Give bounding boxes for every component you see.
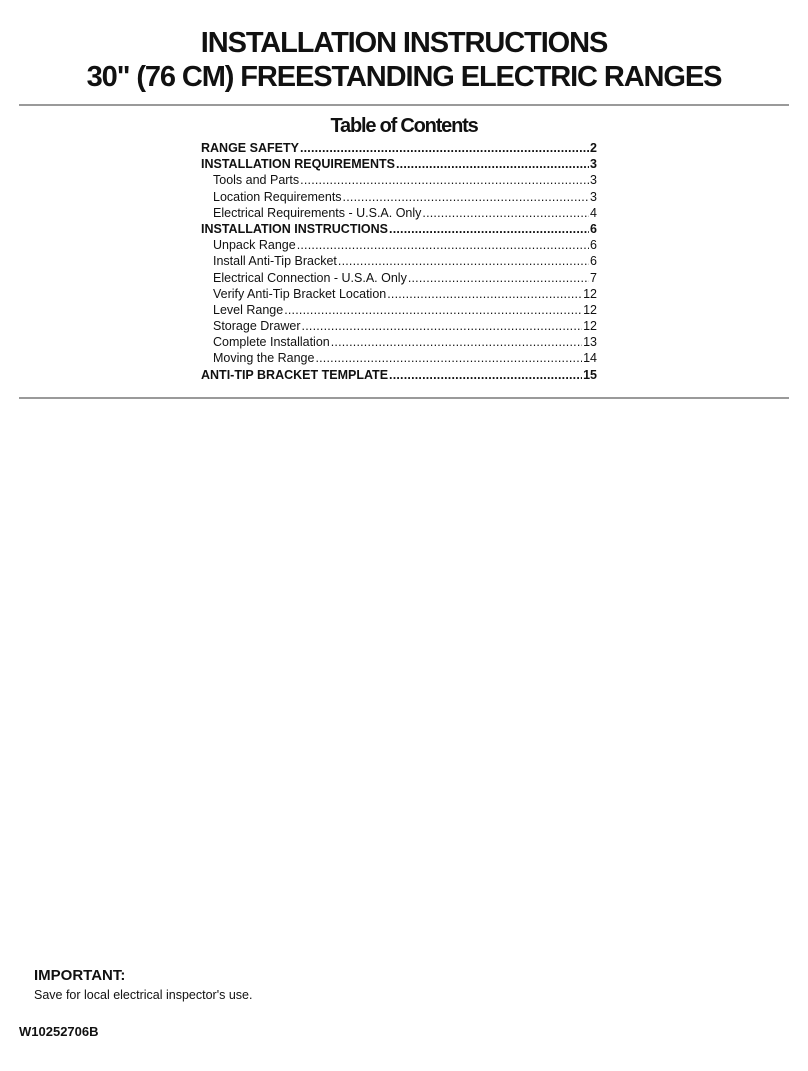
important-notice-text: Save for local electrical inspector's use. — [34, 988, 253, 1002]
toc-entry-page: 13 — [583, 335, 597, 350]
dot-leader — [408, 270, 589, 286]
top-divider — [19, 104, 789, 106]
toc-entry-page: 14 — [583, 351, 597, 366]
dot-leader — [389, 367, 582, 383]
toc-entry-location-requirements[interactable] — [201, 189, 597, 205]
toc-entry-level-range[interactable] — [201, 302, 597, 318]
toc-entry-label: Complete Installation — [213, 335, 330, 350]
dot-leader — [331, 334, 582, 350]
toc-heading: Table of Contents — [330, 115, 478, 137]
toc-entry-label: Location Requirements — [213, 189, 342, 204]
toc-entry-verify-anti-tip-bracket[interactable] — [201, 286, 597, 302]
toc-entry-label: INSTALLATION REQUIREMENTS — [201, 157, 395, 172]
toc-entry-page: 6 — [590, 254, 597, 269]
toc-entry-page: 15 — [583, 367, 597, 382]
toc-entry-moving-the-range[interactable] — [201, 350, 597, 366]
toc-entry-label: Tools and Parts — [213, 173, 300, 188]
toc-entry-tools-and-parts[interactable] — [201, 172, 597, 188]
toc-entry-label: Electrical Connection - U.S.A. Only — [213, 270, 407, 285]
toc-entry-label: Level Range — [213, 302, 284, 317]
toc-entry-label: Storage Drawer — [213, 319, 301, 334]
toc-entry-installation-instructions[interactable] — [201, 221, 597, 237]
toc-entry-anti-tip-bracket-template[interactable] — [201, 367, 597, 383]
toc-entry-storage-drawer[interactable] — [201, 318, 597, 334]
toc-entry-electrical-requirements[interactable] — [201, 205, 597, 221]
toc-entry-electrical-connection[interactable] — [201, 270, 597, 286]
toc-entry-install-anti-tip-bracket[interactable] — [201, 253, 597, 269]
toc-entry-label: INSTALLATION INSTRUCTIONS — [201, 221, 389, 236]
important-notice-title: IMPORTANT: — [34, 967, 126, 984]
toc-entry-label: ANTI-TIP BRACKET TEMPLATE — [201, 367, 389, 382]
document-title-line-2: 30" (76 CM) FREESTANDING ELECTRIC RANGES — [86, 61, 722, 93]
dot-leader — [422, 205, 589, 221]
toc-entry-unpack-range[interactable] — [201, 237, 597, 253]
toc-entry-page: 6 — [590, 221, 597, 236]
toc-entry-page: 7 — [590, 270, 597, 285]
dot-leader — [315, 350, 582, 366]
toc-entry-complete-installation[interactable] — [201, 334, 597, 350]
toc-entry-page: 3 — [590, 173, 597, 188]
dot-leader — [300, 140, 589, 156]
toc-entry-label: Moving the Range — [213, 351, 315, 366]
document-title-line-1: INSTALLATION INSTRUCTIONS — [200, 27, 608, 59]
toc-entry-page: 12 — [583, 319, 597, 334]
toc-entry-page: 3 — [590, 189, 597, 204]
bottom-divider — [19, 397, 789, 399]
toc-entry-page: 2 — [590, 141, 597, 155]
dot-leader — [343, 189, 590, 205]
dot-leader — [284, 302, 582, 318]
dot-leader — [297, 237, 589, 253]
toc-entry-page: 6 — [590, 238, 597, 253]
toc-entry-label: Electrical Requirements - U.S.A. Only — [213, 205, 422, 220]
dot-leader — [338, 253, 589, 269]
toc-entry-label: Install Anti-Tip Bracket — [213, 254, 337, 269]
toc-entry-page: 12 — [583, 286, 597, 301]
toc-entry-range-safety[interactable] — [201, 140, 597, 156]
toc-entry-installation-requirements[interactable] — [201, 156, 597, 172]
table-of-contents — [201, 140, 597, 383]
toc-entry-page: 12 — [583, 302, 597, 317]
part-number: W10252706B — [19, 1024, 99, 1039]
toc-entry-page: 4 — [590, 205, 597, 220]
toc-entry-page: 3 — [590, 157, 597, 172]
toc-entry-label: RANGE SAFETY — [201, 141, 299, 155]
toc-entry-label: Verify Anti-Tip Bracket Location — [213, 286, 387, 301]
dot-leader — [300, 172, 589, 188]
dot-leader — [389, 221, 589, 237]
dot-leader — [302, 318, 583, 334]
dot-leader — [396, 156, 589, 172]
toc-entry-label: Unpack Range — [213, 238, 296, 253]
dot-leader — [387, 286, 582, 302]
